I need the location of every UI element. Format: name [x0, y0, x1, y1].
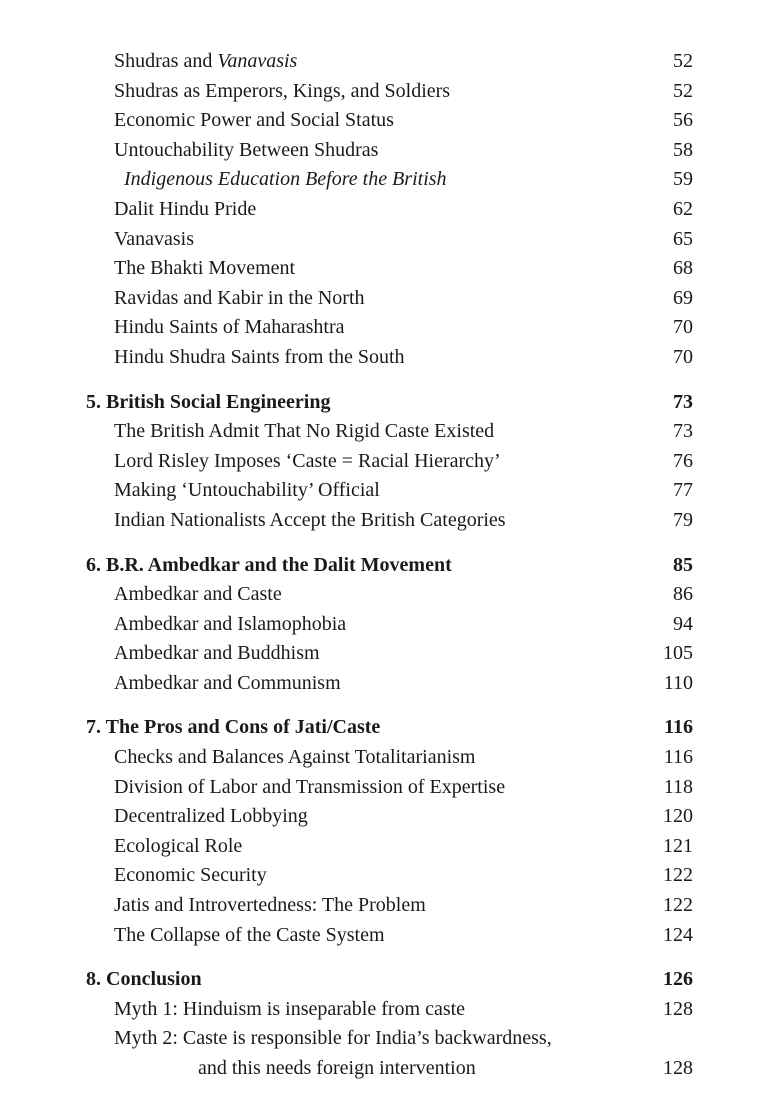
- entry-page-number: 70: [673, 345, 693, 368]
- entry-page-number: 128: [663, 997, 693, 1020]
- toc-entry: [86, 773, 693, 803]
- entry-page-number: 121: [663, 834, 693, 857]
- entry-page-number: 105: [663, 642, 693, 665]
- chapter-page-number: 126: [663, 968, 693, 991]
- entry-text: Ambedkar and Buddhism: [114, 642, 320, 665]
- entry-page-number: 70: [673, 316, 693, 339]
- entry-title: [114, 580, 282, 610]
- entry-text: Jatis and Introvertedness: The Problem: [114, 894, 426, 917]
- entry-text: Ambedkar and Caste: [114, 583, 282, 606]
- toc-entry-continuation: [86, 1054, 693, 1084]
- chapter-heading: [86, 551, 693, 581]
- toc-entry: [86, 313, 693, 343]
- entry-page-number: 68: [673, 257, 693, 280]
- entry-text: The British Admit That No Rigid Caste Existed: [114, 420, 495, 443]
- chapter-title: 5. British Social Engineering: [86, 390, 331, 413]
- entry-text: Checks and Balances Against Totalitarianism: [114, 746, 476, 769]
- entry-title: [114, 891, 426, 921]
- entry-italic-text: Vanavasis: [217, 50, 298, 72]
- entry-title: [114, 47, 297, 77]
- toc-entry: [86, 343, 693, 373]
- chapter-title: 7. The Pros and Cons of Jati/Caste: [86, 716, 381, 739]
- toc-entry: [86, 743, 693, 773]
- entry-title: [114, 417, 494, 447]
- entry-page-number: 128: [663, 1057, 693, 1079]
- entry-text: Lord Risley Imposes ‘Caste = Racial Hierarchy’: [114, 449, 501, 472]
- toc-entry: [86, 77, 693, 107]
- entry-title: [114, 921, 385, 951]
- entry-title: [114, 861, 267, 891]
- entry-page-number: 69: [673, 286, 693, 309]
- entry-title: [114, 313, 345, 343]
- entry-page-number: 77: [673, 479, 693, 502]
- toc-entry: [86, 921, 693, 951]
- chapter-heading: [86, 965, 693, 995]
- entry-text: Decentralized Lobbying: [114, 805, 308, 828]
- toc-entry: [86, 106, 693, 136]
- entry-text: Ambedkar and Islamophobia: [114, 612, 347, 635]
- toc-entry: [86, 891, 693, 921]
- entry-title: [114, 669, 341, 699]
- entry-text: Hindu Saints of Maharashtra: [114, 316, 345, 339]
- entry-title: [114, 773, 505, 803]
- toc-entry: [86, 254, 693, 284]
- entry-text: Vanavasis: [114, 227, 194, 250]
- toc-entry: [86, 417, 693, 447]
- toc-entry: [86, 136, 693, 166]
- entry-page-number: 122: [663, 894, 693, 917]
- entry-text: Ecological Role: [114, 834, 243, 857]
- toc-entry: [86, 861, 693, 891]
- entry-page-number: 118: [663, 775, 693, 798]
- entry-text: Economic Security: [114, 864, 267, 887]
- chapter-title: 8. Conclusion: [86, 968, 202, 991]
- chapter-title: 6. B.R. Ambedkar and the Dalit Movement: [86, 553, 452, 576]
- entry-page-number: 122: [663, 864, 693, 887]
- toc-entry: [86, 802, 693, 832]
- entry-title: [114, 447, 501, 477]
- entry-title: [114, 743, 475, 773]
- toc-entry: [86, 639, 693, 669]
- entry-page-number: 110: [663, 671, 693, 694]
- chapter-page-number: 116: [664, 716, 693, 739]
- entry-text: Dalit Hindu Pride: [114, 197, 257, 220]
- entry-text: Ravidas and Kabir in the North: [114, 286, 365, 309]
- toc-entry: [86, 580, 693, 610]
- entry-page-number: 52: [673, 50, 693, 72]
- entry-page-number: 59: [673, 168, 693, 191]
- toc-entry: [86, 1024, 693, 1054]
- chapter-heading: [86, 713, 693, 743]
- entry-title: [124, 165, 447, 195]
- toc-entry: [86, 995, 693, 1025]
- entry-title: [114, 136, 378, 166]
- entry-title: [114, 77, 450, 107]
- toc-entry: [86, 225, 693, 255]
- entry-title: [114, 506, 506, 536]
- entry-text: The Bhakti Movement: [114, 257, 296, 280]
- entry-text: Indian Nationalists Accept the British Categories: [114, 508, 506, 531]
- entry-title: [114, 195, 256, 225]
- chapter-page-number: 85: [673, 553, 693, 576]
- entry-text: Hindu Shudra Saints from the South: [114, 345, 405, 368]
- entry-text: Myth 1: Hinduism is inseparable from caste: [114, 997, 466, 1020]
- entry-title: [114, 639, 320, 669]
- entry-page-number: 58: [673, 138, 693, 161]
- entry-title: [114, 225, 194, 255]
- entry-page-number: 79: [673, 508, 693, 531]
- entry-page-number: 56: [673, 109, 693, 132]
- entry-page-number: 76: [673, 449, 693, 472]
- entry-title: [114, 106, 394, 136]
- entry-text: Shudras and: [114, 50, 218, 72]
- toc-entry: [86, 47, 693, 77]
- entry-title: [114, 343, 405, 373]
- entry-text: Myth 2: Caste is responsible for India’s backwardness,: [114, 1027, 552, 1050]
- entry-text: Making ‘Untouchability’ Official: [114, 479, 380, 502]
- entry-text: The Collapse of the Caste System: [114, 923, 385, 946]
- toc-entry: [86, 610, 693, 640]
- toc-entry: [86, 195, 693, 225]
- table-of-contents: [86, 47, 693, 1084]
- toc-entry: [86, 506, 693, 536]
- entry-text: Untouchability Between Shudras: [114, 138, 379, 161]
- toc-entry: [86, 832, 693, 862]
- toc-entry: [86, 165, 693, 195]
- entry-page-number: 86: [673, 583, 693, 606]
- entry-continuation-text: and this needs foreign intervention: [198, 1057, 476, 1079]
- entry-title: [114, 1024, 552, 1054]
- entry-text: Ambedkar and Communism: [114, 671, 341, 694]
- entry-page-number: 116: [663, 746, 693, 769]
- entry-page-number: 120: [663, 805, 693, 828]
- toc-entry: [86, 447, 693, 477]
- entry-italic-text: Indigenous Education Before the British: [124, 168, 447, 191]
- entry-page-number: 52: [673, 79, 693, 102]
- entry-title: [114, 832, 242, 862]
- entry-text: Division of Labor and Transmission of Expertise: [114, 775, 506, 798]
- entry-page-number: 124: [663, 923, 693, 946]
- toc-entry: [86, 284, 693, 314]
- entry-page-number: 62: [673, 197, 693, 220]
- entry-text: Economic Power and Social Status: [114, 109, 394, 132]
- entry-text: Shudras as Emperors, Kings, and Soldiers: [114, 79, 451, 102]
- entry-page-number: 65: [673, 227, 693, 250]
- toc-entry: [86, 669, 693, 699]
- chapter-page-number: 73: [673, 390, 693, 413]
- entry-title: [114, 995, 465, 1025]
- chapter-heading: [86, 388, 693, 418]
- entry-title: [114, 610, 346, 640]
- toc-entry: [86, 476, 693, 506]
- entry-title: [114, 802, 308, 832]
- entry-title: [114, 254, 295, 284]
- entry-title: [114, 476, 380, 506]
- entry-page-number: 73: [673, 420, 693, 443]
- entry-page-number: 94: [673, 612, 693, 635]
- entry-title: [114, 284, 365, 314]
